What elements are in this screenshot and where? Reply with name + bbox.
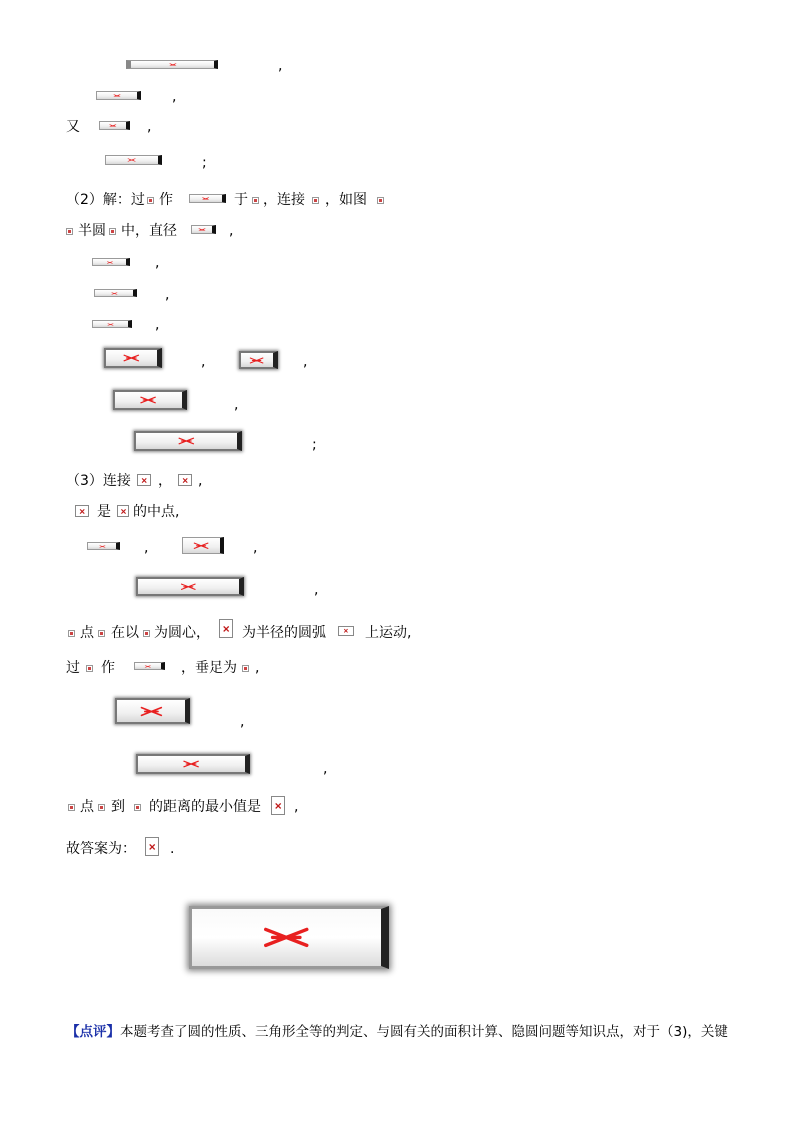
inline-image-icon <box>64 222 75 240</box>
line-22-b: . <box>170 841 175 857</box>
formula-image-icon <box>113 390 187 410</box>
line-8-punct: , <box>165 287 170 303</box>
line-5-b: 作 <box>159 192 173 208</box>
line-14-a: 是 <box>97 504 111 520</box>
line-18-a: 过 <box>66 660 80 676</box>
line-6-b: 中，直径 <box>121 223 177 239</box>
line-15-b: , <box>253 540 258 556</box>
line-17-a: 点 <box>80 625 94 641</box>
comment-text: 本题考查了圆的性质、三角形全等的判定、与圆有关的面积计算、隐圆问题等知识点，对于（3)，关键 <box>120 1024 728 1040</box>
line-10-a: , <box>201 354 206 370</box>
formula-image-icon <box>134 662 165 670</box>
formula-image-icon <box>96 91 141 100</box>
symbol-image-icon <box>145 837 159 856</box>
line-4-punct: ; <box>202 155 207 171</box>
line-3-lead: 又 <box>66 119 80 135</box>
line-17-b: 在以 <box>111 625 139 641</box>
line-21-a: 点 <box>80 799 94 815</box>
formula-image-icon <box>239 351 278 369</box>
line-2-punct: , <box>172 89 177 105</box>
formula-image-icon <box>189 194 226 203</box>
symbol-image-icon <box>271 796 285 815</box>
formula-image-icon <box>134 431 242 451</box>
line-6-c: , <box>229 223 234 239</box>
line-5-e: ，如图 <box>325 192 367 208</box>
symbol-image-icon <box>75 505 89 517</box>
formula-image-icon <box>92 320 132 328</box>
line-16-punct: , <box>314 582 319 598</box>
formula-image-icon <box>136 577 244 596</box>
formula-image-icon <box>126 60 218 69</box>
formula-image-icon <box>92 258 130 266</box>
line-17-d: 为半径的圆弧 <box>242 625 326 641</box>
inline-image-icon <box>375 191 386 209</box>
line-5-c: 于 <box>234 192 248 208</box>
inline-image-icon <box>96 624 107 642</box>
formula-image-icon <box>191 225 216 234</box>
line-14-b: 的中点, <box>133 504 180 520</box>
symbol-image-icon <box>178 474 192 486</box>
formula-image-icon <box>94 289 137 297</box>
line-5-a: （2）解：过 <box>66 192 145 208</box>
formula-image-icon <box>136 754 250 774</box>
symbol-image-icon <box>137 474 151 486</box>
line-1-punct: , <box>278 58 283 74</box>
line-18-c: ，垂足为 <box>181 660 237 676</box>
line-9-punct: , <box>155 317 160 333</box>
inline-image-icon <box>250 191 261 209</box>
line-11-punct: , <box>234 397 239 413</box>
line-7-punct: , <box>155 255 160 271</box>
formula-image-icon <box>182 537 224 554</box>
formula-image-icon <box>115 698 190 724</box>
line-20-punct: , <box>323 761 328 777</box>
line-15-a: , <box>144 540 149 556</box>
inline-image-icon <box>145 191 156 209</box>
line-5-d: ，连接 <box>263 192 305 208</box>
symbol-image-icon <box>117 505 129 517</box>
inline-image-icon <box>310 191 321 209</box>
comment-line <box>66 1023 728 1041</box>
inline-image-icon <box>96 798 107 816</box>
symbol-image-icon <box>219 619 233 638</box>
line-21-d: , <box>294 799 299 815</box>
inline-image-icon <box>132 798 143 816</box>
line-22-a: 故答案为： <box>66 841 136 857</box>
inline-image-icon <box>240 659 251 677</box>
inline-image-icon <box>84 659 95 677</box>
line-13-c: , <box>198 473 203 489</box>
inline-image-icon <box>66 798 77 816</box>
formula-image-icon <box>87 542 120 550</box>
inline-image-icon <box>66 624 77 642</box>
formula-image-icon <box>99 121 130 130</box>
inline-image-icon <box>107 222 118 240</box>
line-3-punct: , <box>147 119 152 135</box>
symbol-image-icon <box>338 626 354 636</box>
line-10-b: , <box>303 354 308 370</box>
formula-image-icon <box>105 155 162 165</box>
answer-image-icon <box>189 906 389 969</box>
inline-image-icon <box>141 624 152 642</box>
line-13-a: （3）连接 <box>66 473 131 489</box>
line-18-d: , <box>255 660 260 676</box>
line-6-a: 半圆 <box>78 223 106 239</box>
line-12-punct: ; <box>312 437 317 453</box>
line-21-c: 的距离的最小值是 <box>149 799 261 815</box>
formula-image-icon <box>104 348 162 368</box>
comment-tag: 【点评】 <box>66 1024 120 1040</box>
line-18-b: 作 <box>101 660 115 676</box>
line-17-c: 为圆心， <box>154 625 210 641</box>
line-21-b: 到 <box>111 799 125 815</box>
line-13-b: ， <box>158 473 172 489</box>
line-17-e: 上运动, <box>365 625 412 641</box>
line-19-punct: , <box>240 714 245 730</box>
